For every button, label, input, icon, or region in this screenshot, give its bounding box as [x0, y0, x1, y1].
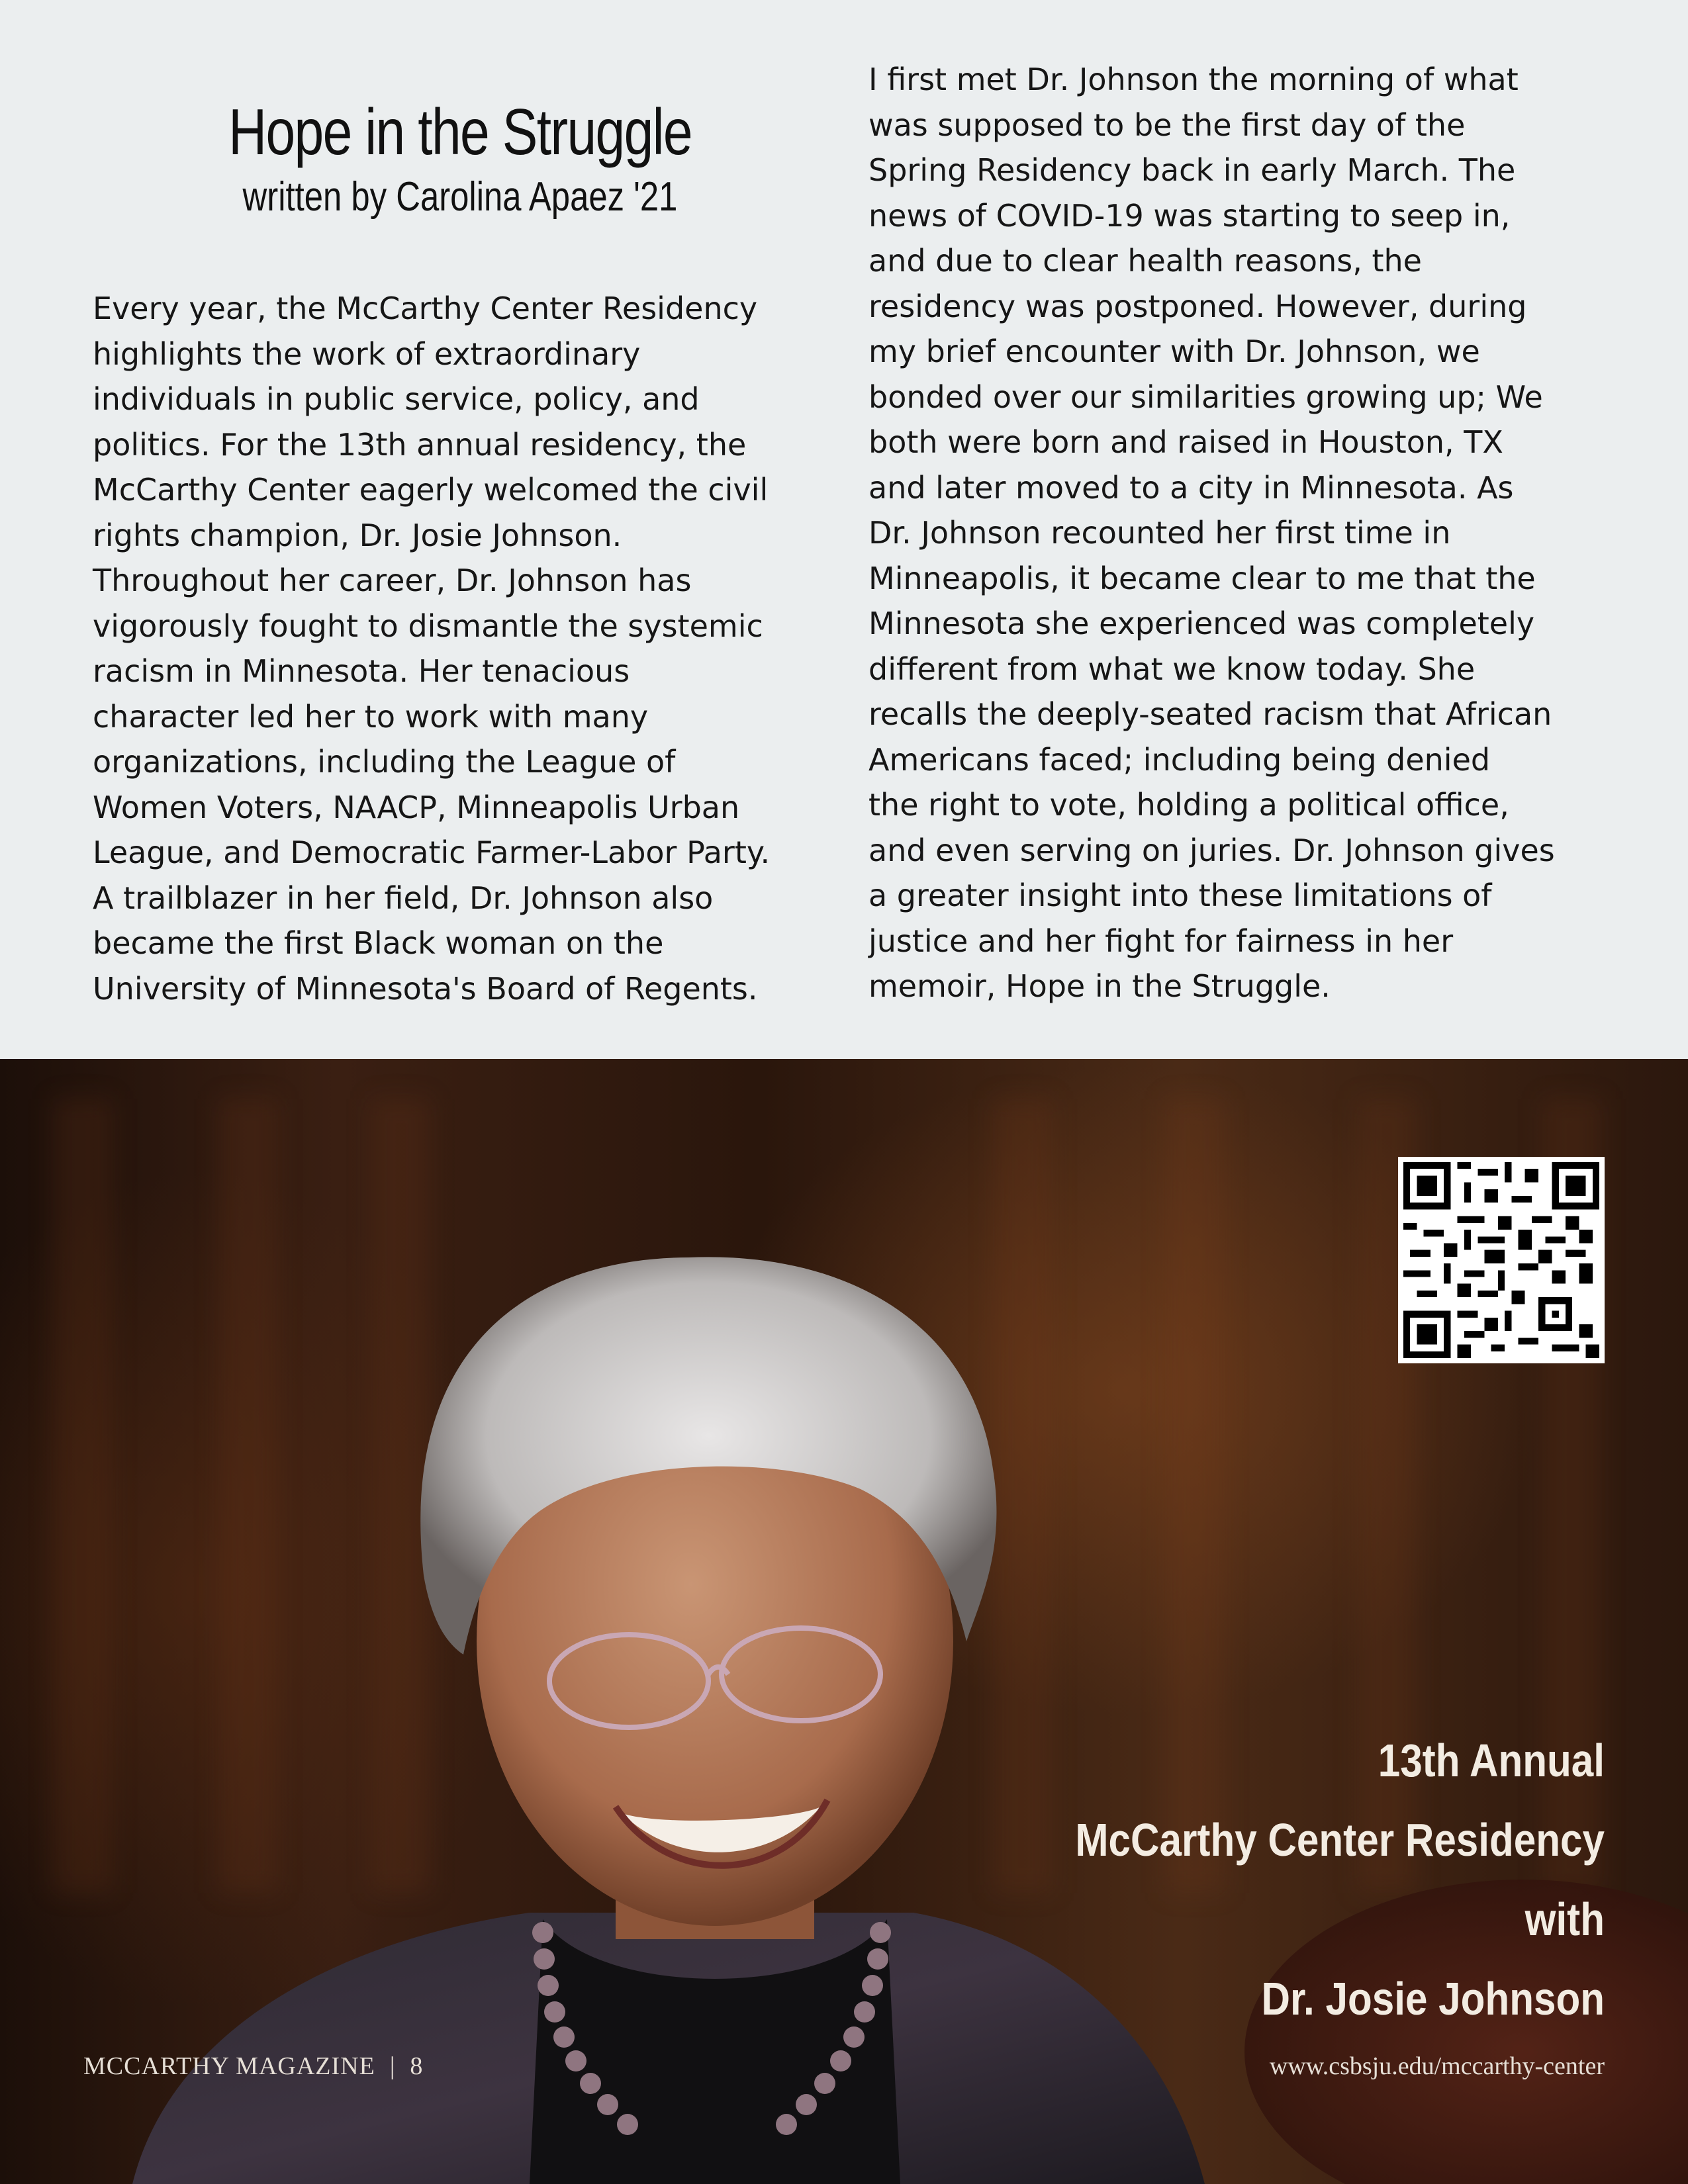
- article-column-right: [868, 57, 1617, 1009]
- caption-line-2: McCarthy Center Residency: [1075, 1814, 1605, 1866]
- article-line: Throughout her career, Dr. Johnson has: [93, 563, 692, 598]
- article-line: the right to vote, holding a political office,: [868, 787, 1509, 823]
- article-line: was supposed to be the first day of the: [868, 107, 1466, 143]
- caption-line-4: Dr. Josie Johnson: [1261, 1973, 1605, 2025]
- portrait-photo: [0, 1059, 1688, 2184]
- article-section: [0, 0, 1688, 1059]
- article-line: Minneapolis, it became clear to me that the: [868, 560, 1536, 596]
- article-line: A trailblazer in her field, Dr. Johnson also: [93, 880, 714, 916]
- article-line: politics. For the 13th annual residency, the: [93, 426, 747, 463]
- article-line: and due to clear health reasons, the: [868, 243, 1422, 279]
- article-line: individuals in public service, policy, and: [93, 381, 700, 417]
- article-line: League, and Democratic Farmer-Labor Party.: [93, 835, 771, 870]
- footer-url[interactable]: www.csbsju.edu/mccarthy-center: [1269, 2052, 1605, 2080]
- article-line: Minnesota she experienced was completely: [868, 606, 1535, 641]
- article-line: highlights the work of extraordinary: [93, 336, 641, 372]
- title-block: [93, 93, 827, 224]
- article-line: both were born and raised in Houston, TX: [868, 424, 1503, 460]
- article-line: character led her to work with many: [93, 698, 649, 735]
- article-line: vigorously fought to dismantle the systemic: [93, 608, 763, 644]
- article-line: racism in Minnesota. Her tenacious: [93, 653, 630, 689]
- article-line: became the first Black woman on the: [93, 925, 664, 961]
- caption-line-3: with: [1524, 1893, 1605, 1945]
- footer-magazine: [83, 2052, 423, 2081]
- footer-page-number: 8: [410, 2052, 424, 2080]
- article-line: and even serving on juries. Dr. Johnson gives: [868, 832, 1555, 868]
- article-line: Spring Residency back in early March. The: [868, 152, 1516, 188]
- footer-magazine-name: MCCARTHY MAGAZINE: [83, 2052, 375, 2080]
- article-line: and later moved to a city in Minnesota. As: [868, 469, 1514, 506]
- article-line: rights champion, Dr. Josie Johnson.: [93, 517, 622, 553]
- article-line: residency was postponed. However, during: [868, 288, 1527, 324]
- article-line: University of Minnesota's Board of Regents.: [93, 970, 758, 1007]
- qr-code-icon[interactable]: [1398, 1157, 1605, 1363]
- article-line: different from what we know today. She: [868, 651, 1476, 687]
- article-line: recalls the deeply-seated racism that African: [868, 696, 1552, 732]
- caption-line-1: 13th Annual: [1378, 1735, 1605, 1786]
- article-byline: written by Carolina Apaez '21: [242, 174, 678, 220]
- article-line: Women Voters, NAACP, Minneapolis Urban: [93, 789, 740, 825]
- article-line: my brief encounter with Dr. Johnson, we: [868, 334, 1480, 369]
- article-line: organizations, including the League of: [93, 744, 676, 780]
- article-line: McCarthy Center eagerly welcomed the civil: [93, 472, 769, 508]
- article-column-left: [93, 286, 841, 1011]
- article-line: Every year, the McCarthy Center Residency: [93, 291, 758, 326]
- photo-caption: [1035, 1721, 1605, 2038]
- article-title: Hope in the Struggle: [228, 95, 692, 168]
- footer-separator: |: [389, 2052, 396, 2080]
- article-line: Americans faced; including being denied: [868, 741, 1491, 778]
- article-line: a greater insight into these limitations of: [868, 878, 1492, 913]
- article-line: bonded over our similarities growing up; We: [868, 379, 1543, 415]
- article-line: memoir, Hope in the Struggle.: [868, 968, 1331, 1004]
- article-line: justice and her fight for fairness in her: [868, 923, 1454, 959]
- article-line: Dr. Johnson recounted her first time in: [868, 515, 1451, 551]
- article-line: news of COVID-19 was starting to seep in,: [868, 197, 1511, 234]
- article-line: I first met Dr. Johnson the morning of what: [868, 62, 1519, 97]
